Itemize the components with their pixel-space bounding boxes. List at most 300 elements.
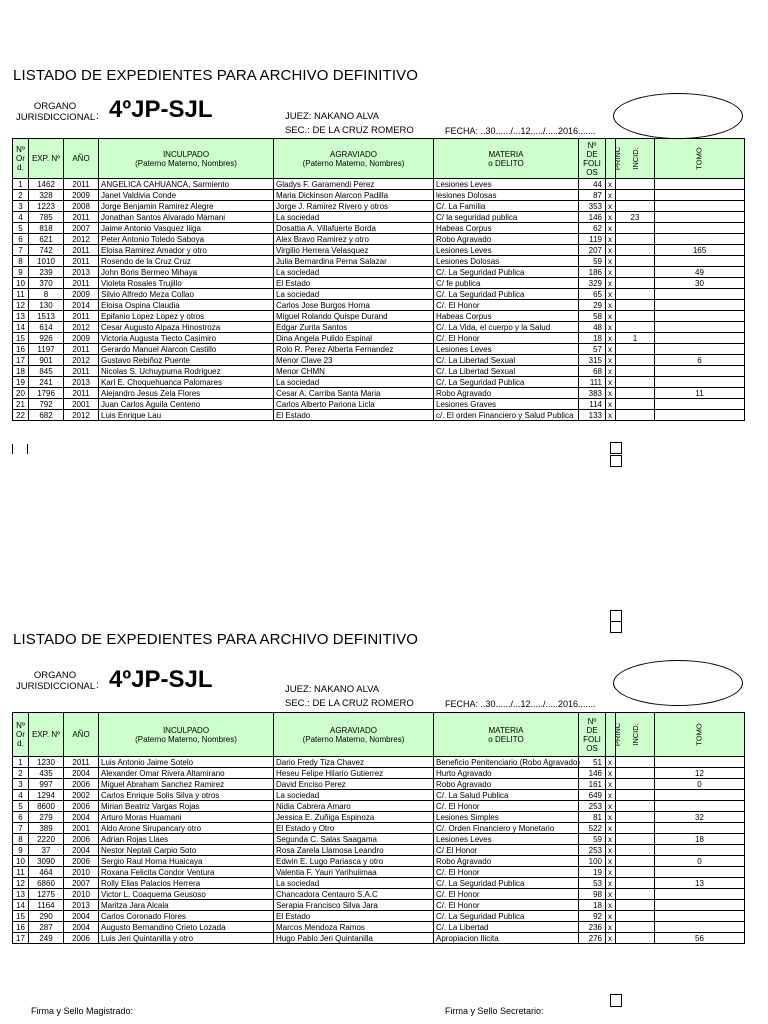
cell-anio: 2006 bbox=[64, 801, 99, 812]
cell-agraviado: Cesar A. Carriba Santa Maria bbox=[274, 388, 434, 399]
cell-inculpado: Karl E. Choquehuanca Palomares bbox=[99, 377, 274, 388]
cell-exp: 926 bbox=[29, 333, 64, 344]
cell-folios: 353 bbox=[579, 201, 606, 212]
cell-incid bbox=[616, 801, 655, 812]
cell-materia: C/ El Honor bbox=[434, 845, 579, 856]
table-row bbox=[13, 834, 745, 845]
cell-exp: 1275 bbox=[29, 889, 64, 900]
cell-nro: 5 bbox=[13, 801, 29, 812]
table-row bbox=[13, 410, 745, 421]
cell-exp: 8600 bbox=[29, 801, 64, 812]
cell-agraviado: Dario Fredy Tiza Chavez bbox=[274, 757, 434, 768]
cell-agraviado: Jorge J. Ramirez Rivero y otros bbox=[274, 201, 434, 212]
cell-incid bbox=[616, 922, 655, 933]
cell-princ: x bbox=[606, 768, 616, 779]
cell-princ: x bbox=[606, 278, 616, 289]
cell-princ: x bbox=[606, 267, 616, 278]
cell-princ: x bbox=[606, 322, 616, 333]
cell-incid bbox=[616, 234, 655, 245]
cell-princ: x bbox=[606, 344, 616, 355]
cell-inculpado: Alejandro Jesus Zela Flores bbox=[99, 388, 274, 399]
cell-princ: x bbox=[606, 845, 616, 856]
organo-label-2: ORGANO JURISDICCIONAL bbox=[16, 670, 96, 692]
cell-exp: 2220 bbox=[29, 834, 64, 845]
cell-inculpado: Cesar Augusto Alpaza Hinostroza bbox=[99, 322, 274, 333]
cell-tomo bbox=[655, 867, 745, 878]
cell-tomo: 6 bbox=[655, 355, 745, 366]
cell-inculpado: Juan Carlos Aguila Centeno bbox=[99, 399, 274, 410]
cell-folios: 29 bbox=[579, 300, 606, 311]
cell-incid bbox=[616, 179, 655, 190]
cell-folios: 18 bbox=[579, 333, 606, 344]
cell-princ: x bbox=[606, 289, 616, 300]
cell-tomo bbox=[655, 223, 745, 234]
cell-nro: 1 bbox=[13, 757, 29, 768]
cell-incid bbox=[616, 757, 655, 768]
cell-folios: 19 bbox=[579, 867, 606, 878]
cell-inculpado: Violeta Rosales Trujillo bbox=[99, 278, 274, 289]
cell-agraviado: Edwin E. Lugo Pariasca y otro bbox=[274, 856, 434, 867]
cell-princ: x bbox=[606, 223, 616, 234]
table-row bbox=[13, 300, 745, 311]
cell-folios: 161 bbox=[579, 779, 606, 790]
cell-anio: 2001 bbox=[64, 823, 99, 834]
cell-anio: 2004 bbox=[64, 768, 99, 779]
cell-inculpado: Sergio Raul Horna Huaicaya bbox=[99, 856, 274, 867]
cell-incid bbox=[616, 223, 655, 234]
cell-agraviado: Dosattia A. Villafuerte Borda bbox=[274, 223, 434, 234]
table-row bbox=[13, 234, 745, 245]
cell-folios: 58 bbox=[579, 311, 606, 322]
cell-anio: 2013 bbox=[64, 377, 99, 388]
cell-inculpado: Nicolas S. Uchuypuma Rodriguez bbox=[99, 366, 274, 377]
cell-incid bbox=[616, 790, 655, 801]
cell-inculpado: Gustavo Rebiñoz Puente bbox=[99, 355, 274, 366]
organo-label: ORGANO JURISDICCIONAL bbox=[16, 101, 96, 123]
cell-anio: 2004 bbox=[64, 845, 99, 856]
cell-tomo bbox=[655, 922, 745, 933]
cell-agraviado: Segunda C. Salas Saagama bbox=[274, 834, 434, 845]
cell-princ: x bbox=[606, 179, 616, 190]
cell-exp: 1010 bbox=[29, 256, 64, 267]
cell-materia: c/. El orden Financiero y Salud Publica bbox=[434, 410, 579, 421]
organo-colon-2: : bbox=[96, 680, 99, 691]
cell-agraviado: Edgar Zurita Santos bbox=[274, 322, 434, 333]
cell-incid bbox=[616, 377, 655, 388]
cell-materia: C/. El Honor bbox=[434, 300, 579, 311]
cell-incid bbox=[616, 768, 655, 779]
cell-anio: 2009 bbox=[64, 190, 99, 201]
cell-incid bbox=[616, 300, 655, 311]
cell-incid bbox=[616, 845, 655, 856]
cell-tomo bbox=[655, 179, 745, 190]
cell-incid bbox=[616, 834, 655, 845]
cell-folios: 207 bbox=[579, 245, 606, 256]
cell-folios: 133 bbox=[579, 410, 606, 421]
cell-exp: 287 bbox=[29, 922, 64, 933]
cell-nro: 17 bbox=[13, 933, 29, 944]
table-row bbox=[13, 399, 745, 410]
table-row bbox=[13, 223, 745, 234]
cell-agraviado: Hugo Pablo Jeri Quintanilla bbox=[274, 933, 434, 944]
cell-anio: 2004 bbox=[64, 812, 99, 823]
cell-princ: x bbox=[606, 366, 616, 377]
cell-nro: 4 bbox=[13, 212, 29, 223]
table-row bbox=[13, 779, 745, 790]
cell-princ: x bbox=[606, 300, 616, 311]
cell-incid bbox=[616, 278, 655, 289]
cell-exp: 279 bbox=[29, 812, 64, 823]
cell-exp: 328 bbox=[29, 190, 64, 201]
cell-anio: 2006 bbox=[64, 779, 99, 790]
col-header-princ-label: PRINC bbox=[613, 146, 623, 171]
cell-princ: x bbox=[606, 790, 616, 801]
cell-princ: x bbox=[606, 212, 616, 223]
cell-folios: 111 bbox=[579, 377, 606, 388]
cell-anio: 2008 bbox=[64, 201, 99, 212]
col-header-exp: EXP. Nº bbox=[29, 139, 64, 179]
cell-folios: 68 bbox=[579, 366, 606, 377]
cell-exp: 682 bbox=[29, 410, 64, 421]
cell-materia: C/ la seguridad publica bbox=[434, 212, 579, 223]
cell-incid bbox=[616, 267, 655, 278]
cell-nro: 16 bbox=[13, 922, 29, 933]
cell-tomo bbox=[655, 344, 745, 355]
cell-princ: x bbox=[606, 245, 616, 256]
judge-name-2: JUEZ: NAKANO ALVA bbox=[285, 684, 380, 695]
cell-agraviado: Maria Dickinson Alarcon Padilla bbox=[274, 190, 434, 201]
table-row bbox=[13, 190, 745, 201]
cell-inculpado: Peter Antonio Toledo Saboya bbox=[99, 234, 274, 245]
cell-tomo bbox=[655, 845, 745, 856]
cell-princ: x bbox=[606, 867, 616, 878]
cell-agraviado: Marcos Mendoza Ramos bbox=[274, 922, 434, 933]
cell-tomo bbox=[655, 911, 745, 922]
cell-nro: 6 bbox=[13, 812, 29, 823]
cell-agraviado: La sociedad bbox=[274, 267, 434, 278]
cell-agraviado: El Estado bbox=[274, 410, 434, 421]
cell-anio: 2013 bbox=[64, 267, 99, 278]
cell-materia: Apropiacion Ilicita bbox=[434, 933, 579, 944]
cell-nro: 16 bbox=[13, 344, 29, 355]
table-row bbox=[13, 856, 745, 867]
table-body-2 bbox=[13, 757, 745, 944]
cell-inculpado: John Boris Bermeo Mihaya bbox=[99, 267, 274, 278]
cell-exp: 1462 bbox=[29, 179, 64, 190]
seal-oval bbox=[613, 93, 743, 139]
cell-materia: Robo Agravado bbox=[434, 388, 579, 399]
cell-anio: 2001 bbox=[64, 399, 99, 410]
cell-exp: 1513 bbox=[29, 311, 64, 322]
cell-folios: 100 bbox=[579, 856, 606, 867]
cell-materia: C/. Orden Financiero y Monetario bbox=[434, 823, 579, 834]
cell-folios: 186 bbox=[579, 267, 606, 278]
cell-exp: 785 bbox=[29, 212, 64, 223]
cell-agraviado: La sociedad bbox=[274, 377, 434, 388]
checkbox-square bbox=[610, 442, 622, 454]
cell-incid bbox=[616, 289, 655, 300]
cell-agraviado: Rosa Zarela Llamosa Leandro bbox=[274, 845, 434, 856]
signature-secretario: Firma y Sello Secretario: bbox=[445, 1006, 544, 1016]
col-header-agraviado: AGRAVIADO (Paterno Materno, Nombres) bbox=[274, 713, 434, 757]
cell-agraviado: Alex Bravo Ramirez y otro bbox=[274, 234, 434, 245]
col-header-princ-label: PRINC bbox=[613, 722, 623, 747]
table-row bbox=[13, 867, 745, 878]
table-body bbox=[13, 179, 745, 421]
cell-nro: 9 bbox=[13, 845, 29, 856]
col-header-incid-label: INCID. bbox=[630, 147, 640, 170]
cell-inculpado: Silvio Alfredo Meza Collao bbox=[99, 289, 274, 300]
cell-anio: 2012 bbox=[64, 322, 99, 333]
cell-folios: 236 bbox=[579, 922, 606, 933]
cell-exp: 621 bbox=[29, 234, 64, 245]
cell-folios: 146 bbox=[579, 768, 606, 779]
cell-agraviado: Rolo R. Perez Alberta Fernandez bbox=[274, 344, 434, 355]
cell-folios: 51 bbox=[579, 757, 606, 768]
col-header-tomo-label: TOMO bbox=[695, 723, 704, 746]
table-row bbox=[13, 933, 745, 944]
cell-nro: 22 bbox=[13, 410, 29, 421]
cell-exp: 130 bbox=[29, 300, 64, 311]
cell-materia: C/. El Honor bbox=[434, 867, 579, 878]
cell-materia: Robo Agravado bbox=[434, 779, 579, 790]
table-row bbox=[13, 201, 745, 212]
cell-tomo bbox=[655, 823, 745, 834]
cell-exp: 6860 bbox=[29, 878, 64, 889]
table-row bbox=[13, 900, 745, 911]
cell-incid bbox=[616, 366, 655, 377]
cell-incid bbox=[616, 779, 655, 790]
cell-nro: 2 bbox=[13, 768, 29, 779]
col-header-folios: Nº DE FOLI OS bbox=[579, 139, 606, 179]
cell-exp: 239 bbox=[29, 267, 64, 278]
cell-nro: 17 bbox=[13, 355, 29, 366]
col-header-folios: Nº DE FOLI OS bbox=[579, 713, 606, 757]
table-row bbox=[13, 212, 745, 223]
cell-tomo: 30 bbox=[655, 278, 745, 289]
cell-incid bbox=[616, 388, 655, 399]
cell-materia: C/. La Seguridad Publica bbox=[434, 377, 579, 388]
cell-folios: 53 bbox=[579, 878, 606, 889]
cell-anio: 2011 bbox=[64, 311, 99, 322]
cell-inculpado: Rolly Elias Palacios Herrera bbox=[99, 878, 274, 889]
listing-title: LISTADO DE EXPEDIENTES PARA ARCHIVO DEFINITIVO bbox=[13, 67, 418, 84]
cell-incid bbox=[616, 355, 655, 366]
cell-materia: C/. La Seguridad Publica bbox=[434, 267, 579, 278]
listing-title-2: LISTADO DE EXPEDIENTES PARA ARCHIVO DEFINITIVO bbox=[13, 631, 418, 648]
cell-inculpado: Eloisa Ospina Claudia bbox=[99, 300, 274, 311]
cell-princ: x bbox=[606, 911, 616, 922]
cell-materia: C/. La Vida, el cuerpo y la Salud bbox=[434, 322, 579, 333]
cell-exp: 290 bbox=[29, 911, 64, 922]
table-row bbox=[13, 344, 745, 355]
table-row bbox=[13, 768, 745, 779]
table-row bbox=[13, 757, 745, 768]
cell-agraviado: La sociedad bbox=[274, 212, 434, 223]
table-row bbox=[13, 256, 745, 267]
cell-inculpado: Mirian Beatriz Vargas Rojas bbox=[99, 801, 274, 812]
cell-folios: 383 bbox=[579, 388, 606, 399]
cell-tomo bbox=[655, 322, 745, 333]
cell-incid bbox=[616, 856, 655, 867]
cell-incid bbox=[616, 900, 655, 911]
cell-nro: 12 bbox=[13, 300, 29, 311]
cell-agraviado: Virgilio Herrera Velasquez bbox=[274, 245, 434, 256]
cell-exp: 1223 bbox=[29, 201, 64, 212]
cell-agraviado: Serapia Francisco Silva Jara bbox=[274, 900, 434, 911]
cell-tomo bbox=[655, 300, 745, 311]
cell-tomo: 165 bbox=[655, 245, 745, 256]
cell-inculpado: Luis Antonio Jaime Sotelo bbox=[99, 757, 274, 768]
col-header-anio: AÑO bbox=[64, 713, 99, 757]
cell-exp: 1197 bbox=[29, 344, 64, 355]
cell-materia: Lesiones Graves bbox=[434, 399, 579, 410]
cell-folios: 649 bbox=[579, 790, 606, 801]
table-row bbox=[13, 333, 745, 344]
col-header-princ bbox=[606, 139, 623, 179]
table-row bbox=[13, 289, 745, 300]
cell-incid bbox=[616, 878, 655, 889]
cell-materia: Robo Agravado bbox=[434, 234, 579, 245]
cell-inculpado: Jaime Antonio Vasquez Iiiga bbox=[99, 223, 274, 234]
cell-exp: 997 bbox=[29, 779, 64, 790]
cell-exp: 901 bbox=[29, 355, 64, 366]
cell-tomo bbox=[655, 234, 745, 245]
table-row bbox=[13, 878, 745, 889]
table-row bbox=[13, 388, 745, 399]
cell-nro: 12 bbox=[13, 878, 29, 889]
cell-tomo: 0 bbox=[655, 856, 745, 867]
cell-inculpado: Eloisa Ramirez Amador y otro bbox=[99, 245, 274, 256]
cell-inculpado: Miguel Abraham Sanchez Ramirez bbox=[99, 779, 274, 790]
cell-anio: 2009 bbox=[64, 289, 99, 300]
cell-princ: x bbox=[606, 190, 616, 201]
cell-materia: Lesiones Leves bbox=[434, 834, 579, 845]
cell-princ: x bbox=[606, 779, 616, 790]
secretary-name-2: SEC.: DE LA CRUZ ROMERO bbox=[285, 698, 414, 709]
cell-tomo bbox=[655, 790, 745, 801]
cell-anio: 2011 bbox=[64, 344, 99, 355]
cell-nro: 18 bbox=[13, 366, 29, 377]
cell-agraviado: El Estado y Otro bbox=[274, 823, 434, 834]
cell-tomo: 11 bbox=[655, 388, 745, 399]
col-header-exp: EXP. Nº bbox=[29, 713, 64, 757]
table-row bbox=[13, 377, 745, 388]
cell-inculpado: Nestor Neptali Carpio Soto bbox=[99, 845, 274, 856]
cell-agraviado: La sociedad bbox=[274, 790, 434, 801]
cell-exp: 435 bbox=[29, 768, 64, 779]
cell-exp: 818 bbox=[29, 223, 64, 234]
cell-tomo: 32 bbox=[655, 812, 745, 823]
cell-inculpado: Maritza Jara Alcala bbox=[99, 900, 274, 911]
judge-name: JUEZ: NAKANO ALVA bbox=[285, 111, 380, 122]
cell-incid bbox=[616, 201, 655, 212]
cell-folios: 146 bbox=[579, 212, 606, 223]
cell-princ: x bbox=[606, 933, 616, 944]
cell-materia: C/. La Salud Publica bbox=[434, 790, 579, 801]
col-header-nro: Nº Or d. bbox=[13, 713, 29, 757]
cell-folios: 44 bbox=[579, 179, 606, 190]
cell-folios: 315 bbox=[579, 355, 606, 366]
table-row bbox=[13, 245, 745, 256]
cell-nro: 20 bbox=[13, 388, 29, 399]
cell-agraviado: Valentia F. Yauri Yarihuiimaa bbox=[274, 867, 434, 878]
cell-materia: Lesiones Simples bbox=[434, 812, 579, 823]
cell-folios: 57 bbox=[579, 344, 606, 355]
cell-exp: 1294 bbox=[29, 790, 64, 801]
cell-anio: 2006 bbox=[64, 834, 99, 845]
cell-nro: 8 bbox=[13, 834, 29, 845]
cell-tomo bbox=[655, 900, 745, 911]
cell-anio: 2006 bbox=[64, 933, 99, 944]
cell-incid bbox=[616, 399, 655, 410]
cell-nro: 14 bbox=[13, 322, 29, 333]
date-field-2: FECHA: ..30....../...12...../.....2016....... bbox=[445, 699, 596, 709]
cell-incid bbox=[616, 256, 655, 267]
cell-princ: x bbox=[606, 201, 616, 212]
cell-tomo bbox=[655, 377, 745, 388]
cell-inculpado: Rosendo de la Cruz Cruz bbox=[99, 256, 274, 267]
cell-anio: 2011 bbox=[64, 256, 99, 267]
cell-materia: C/. La Libertad Sexual bbox=[434, 355, 579, 366]
cell-tomo bbox=[655, 212, 745, 223]
cell-exp: 37 bbox=[29, 845, 64, 856]
cell-inculpado: Augusto Bernandino Crieto Lozada bbox=[99, 922, 274, 933]
table-row bbox=[13, 823, 745, 834]
cell-tomo bbox=[655, 201, 745, 212]
cell-anio: 2002 bbox=[64, 790, 99, 801]
col-header-tomo bbox=[655, 713, 745, 757]
cell-agraviado: La sociedad bbox=[274, 289, 434, 300]
cell-tomo bbox=[655, 757, 745, 768]
cell-incid bbox=[616, 812, 655, 823]
cell-materia: C/. La Libertad Sexual bbox=[434, 366, 579, 377]
cell-inculpado: Aldo Arone Sirupancary otro bbox=[99, 823, 274, 834]
cell-inculpado: Luis Enrique Lau bbox=[99, 410, 274, 421]
cell-folios: 62 bbox=[579, 223, 606, 234]
cell-princ: x bbox=[606, 399, 616, 410]
cell-agraviado: Chancadora Centauro S.A.C bbox=[274, 889, 434, 900]
cell-inculpado: Gerardo Manuel Alarcon Castillo bbox=[99, 344, 274, 355]
cell-anio: 2011 bbox=[64, 179, 99, 190]
cell-materia: Lesiones Dolosas bbox=[434, 256, 579, 267]
cell-anio: 2011 bbox=[64, 757, 99, 768]
cell-nro: 5 bbox=[13, 223, 29, 234]
cell-nro: 4 bbox=[13, 790, 29, 801]
cell-anio: 2007 bbox=[64, 878, 99, 889]
cell-materia: C/. La Libertad bbox=[434, 922, 579, 933]
cell-folios: 522 bbox=[579, 823, 606, 834]
cell-tomo bbox=[655, 801, 745, 812]
cell-incid bbox=[616, 311, 655, 322]
cell-exp: 249 bbox=[29, 933, 64, 944]
cell-nro: 8 bbox=[13, 256, 29, 267]
col-header-agraviado: AGRAVIADO (Paterno Materno, Nombres) bbox=[274, 139, 434, 179]
cell-princ: x bbox=[606, 333, 616, 344]
cell-anio: 2011 bbox=[64, 388, 99, 399]
cell-incid bbox=[616, 344, 655, 355]
cell-incid bbox=[616, 867, 655, 878]
col-header-tomo bbox=[655, 139, 745, 179]
cell-anio: 2009 bbox=[64, 333, 99, 344]
cell-princ: x bbox=[606, 757, 616, 768]
cell-princ: x bbox=[606, 388, 616, 399]
row-tick bbox=[27, 444, 28, 454]
cell-tomo bbox=[655, 399, 745, 410]
cell-nro: 14 bbox=[13, 900, 29, 911]
cell-anio: 2004 bbox=[64, 922, 99, 933]
table-row bbox=[13, 355, 745, 366]
